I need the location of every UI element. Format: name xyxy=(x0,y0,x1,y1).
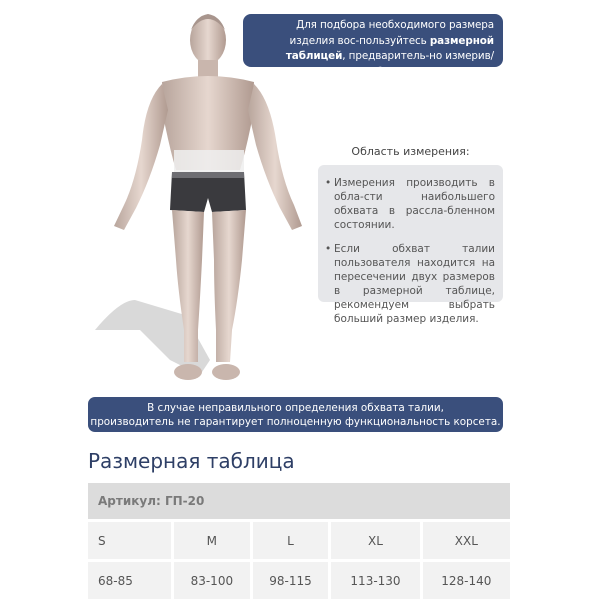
ranges-row xyxy=(88,561,510,600)
size-table-title: Размерная таблица xyxy=(88,449,295,473)
article-label: Артикул: ГП-20 xyxy=(88,483,510,521)
size-cell: XL xyxy=(330,521,421,561)
sizing-instruction-part1: Для подбора необходимого размера изделия вос-пользуйтесь xyxy=(289,19,494,47)
measurement-tip-1-text: Измерения производить в обла-сти наибольшего обхвата в рассла-бленном состоянии. xyxy=(334,177,495,231)
range-cell: 113-130 xyxy=(330,561,421,600)
sizing-instruction-note xyxy=(243,14,503,78)
article-row xyxy=(88,483,510,521)
warning-line-2: производитель не гарантирует полноценную функциональность корсета. xyxy=(90,416,501,428)
range-cell: 83-100 xyxy=(173,561,252,600)
size-cell: L xyxy=(251,521,330,561)
warning-banner xyxy=(88,397,503,432)
size-cell: M xyxy=(173,521,252,561)
range-cell: 128-140 xyxy=(421,561,510,600)
size-cell: S xyxy=(88,521,173,561)
measurement-tip-2: • Если обхват талии пользователя находится на пересечении двух размеров в размерной таблице, рекомендуем выбрать больший размер изделия. xyxy=(325,243,495,325)
range-cell: 68-85 xyxy=(88,561,173,600)
measurement-tip-2-text: Если обхват талии пользователя находится на пересечении двух размеров в размерной таблице, рекомендуем выбрать больший размер изделия. xyxy=(334,243,495,325)
warning-line-1: В случае неправильного определения обхвата талии, xyxy=(147,402,444,414)
sizing-instruction-part2: , предваритель-но измерив/ уточнив все необходимые параметры xyxy=(288,50,494,78)
sizes-row xyxy=(88,521,510,561)
range-cell: 98-115 xyxy=(251,561,330,600)
measurement-tip-1: • Измерения производить в обла-сти наибольшего обхвата в рассла-бленном состоянии. xyxy=(325,177,495,231)
size-cell: XXL xyxy=(421,521,510,561)
sizing-instruction-bold: размерной таблицей xyxy=(285,34,494,62)
measurement-area-panel xyxy=(318,165,503,325)
size-table xyxy=(88,483,510,599)
measurement-area-title: Область измерения: xyxy=(351,145,470,158)
